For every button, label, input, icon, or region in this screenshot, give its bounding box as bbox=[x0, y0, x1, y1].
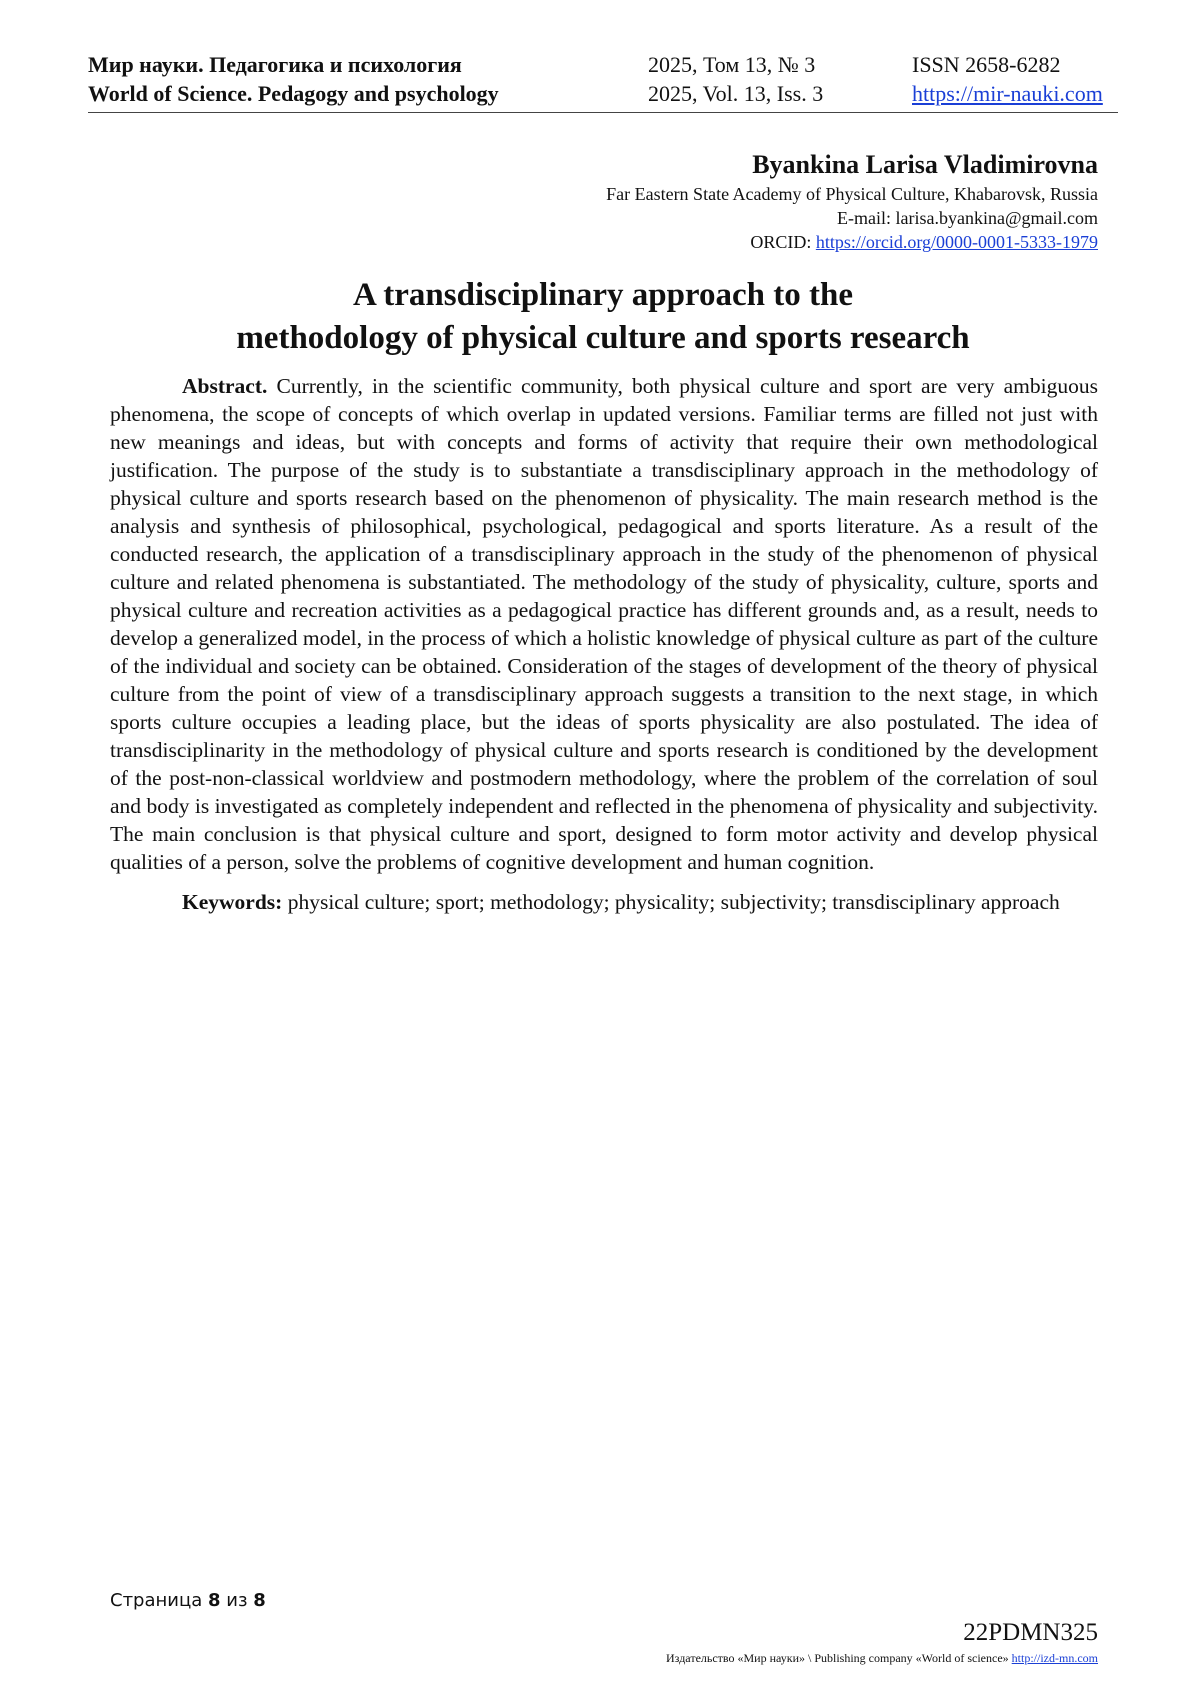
abstract-text: Currently, in the scientific community, both physical culture and sport are very ambiguous phenomena, the scope of concepts of which overlap in updated versions. Familiar terms are filled not just with new meanings and ideas, but with concepts and forms of activity that require their own methodological justification. The purpose of the study is to substantiate a transdisciplinary approach in the methodology of physical culture and sports research based on the phenomenon of physicality. The main research method is the analysis and synthesis of philosophical, psychological, pedagogical and sports literature. As a result of the conducted research, the application of a transdisciplinary approach in the study of the phenomenon of physical culture and related phenomena is substantiated. The methodology of the study of physicality, culture, sports and physical culture and recreation activities as a pedagogical practice has different grounds and, as a result, needs to develop a generalized model, in the process of which a holistic knowledge of physical culture as part of the culture of the individual and society can be obtained. Consideration of the stages of development of the theory of physical culture from the point of view of a transdisciplinary approach suggests a transition to the next stage, in which sports culture occupies a leading place, but the ideas of sports physicality are also postulated. The idea of transdisciplinarity in the methodology of physical culture and sports research is conditioned by the development of the post-non-classical worldview and postmodern methodology, where the problem of the correlation of soul and body is investigated as completely independent and reflected in the phenomena of physicality and subjectivity. The main conclusion is that physical culture and sport, designed to form motor activity and develop physical qualities of a person, solve the problems of cognitive development and human cognition. bbox=[110, 374, 1099, 874]
keywords-label: Keywords: bbox=[182, 890, 283, 914]
author-orcid bbox=[606, 230, 1098, 254]
article-title bbox=[88, 274, 1118, 360]
page-current: 8 bbox=[208, 1590, 221, 1611]
page-total: 8 bbox=[253, 1590, 266, 1611]
page-prefix: Страница bbox=[110, 1590, 203, 1611]
keywords-text: physical culture; sport; methodology; physicality; subjectivity; transdisciplinary approach bbox=[287, 890, 1060, 914]
abstract-label: Abstract. bbox=[182, 374, 268, 398]
publisher-text: Издательство «Мир науки» \ Publishing company «World of science» bbox=[666, 1651, 1009, 1665]
author-email: E-mail: larisa.byankina@gmail.com bbox=[837, 208, 1098, 228]
journal-header bbox=[88, 50, 1118, 113]
page-counter bbox=[110, 1590, 266, 1611]
issn: ISSN 2658-6282 bbox=[912, 52, 1061, 77]
abstract-paragraph bbox=[110, 372, 1098, 876]
issn-block bbox=[912, 50, 1103, 108]
journal-site-link[interactable]: https://mir-nauki.com bbox=[912, 81, 1103, 106]
issue-ru: 2025, Том 13, № 3 bbox=[648, 52, 816, 77]
journal-title-block bbox=[88, 50, 499, 108]
orcid-label: ORCID: bbox=[750, 232, 812, 252]
publisher-link[interactable]: http://izd-mn.com bbox=[1011, 1651, 1098, 1665]
keywords-paragraph bbox=[110, 888, 1098, 916]
author-block bbox=[606, 148, 1098, 254]
publisher-line bbox=[666, 1651, 1098, 1666]
author-name: Byankina Larisa Vladimirovna bbox=[752, 150, 1098, 179]
article-code: 22PDMN325 bbox=[963, 1619, 1098, 1646]
article-body bbox=[110, 372, 1098, 916]
journal-title-en: World of Science. Pedagogy and psychology bbox=[88, 81, 499, 106]
issue-block bbox=[648, 50, 823, 108]
orcid-link[interactable]: https://orcid.org/0000-0001-5333-1979 bbox=[815, 232, 1098, 252]
page-separator: из bbox=[226, 1590, 248, 1611]
author-affiliation: Far Eastern State Academy of Physical Culture, Khabarovsk, Russia bbox=[606, 184, 1098, 204]
journal-title-ru: Мир науки. Педагогика и психология bbox=[88, 52, 462, 77]
issue-en: 2025, Vol. 13, Iss. 3 bbox=[648, 81, 824, 106]
article-title-line-2: methodology of physical culture and sports research bbox=[236, 320, 970, 356]
article-title-line-1: A transdisciplinary approach to the bbox=[353, 277, 853, 313]
